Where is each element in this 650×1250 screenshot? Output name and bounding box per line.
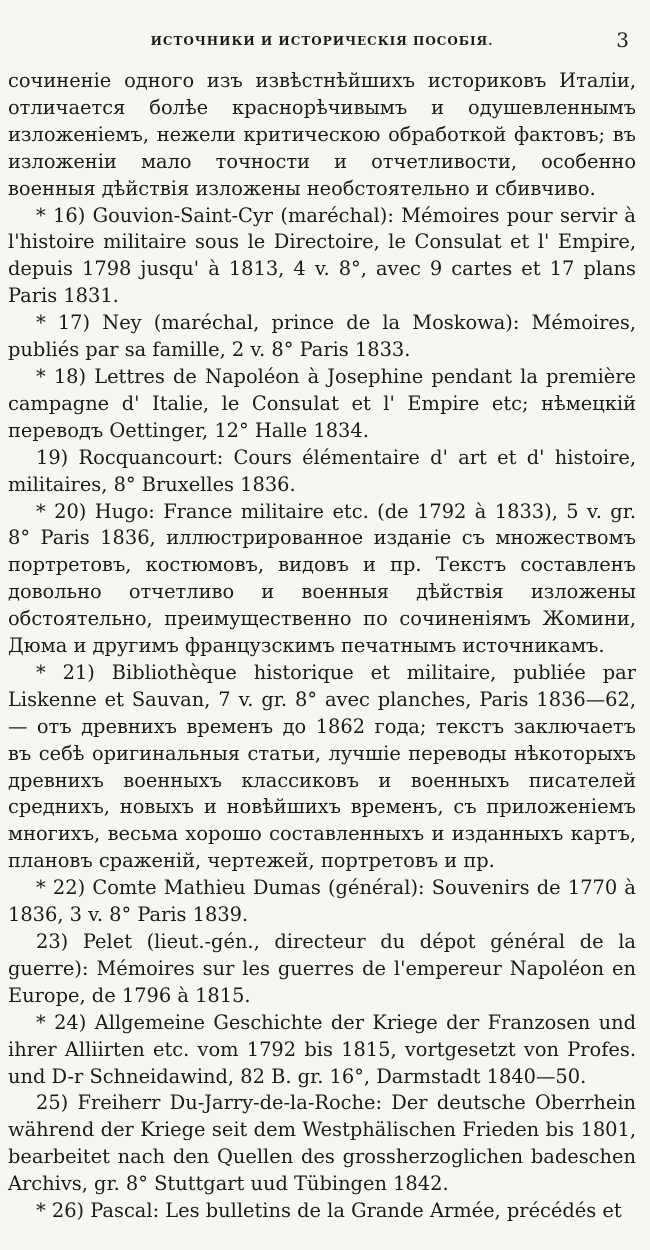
paragraph-continuation: сочиненіе одного изъ извѣстнѣйшихъ историковъ Италіи, отличается болѣе краснорѣчивымъ и одушевленнымъ изложеніемъ, нежели критическою обработкой фактовъ; въ изложеніи мало точности и отчетливости, особенно военныя дѣйствія изложены необстоятельно и сбивчиво. — [8, 69, 636, 200]
running-header — [8, 28, 636, 68]
entry-19: 19) Rocquancourt: Cours élémentaire d' art et d' histoire, militaires, 8° Bruxelles 1836. — [8, 445, 636, 496]
entry-23: 23) Pelet (lieut.-gén., directeur du dépot général de la guerre): Mémoires sur les guerres de l'empereur Napoléon en Europe, de 1796 à 1815. — [8, 930, 636, 1007]
page-number: 3 — [616, 28, 630, 52]
entry-17: * 17) Ney (maréchal, prince de la Moskowa): Mémoires, publiés par sa famille, 2 v. 8° Paris 1833. — [8, 311, 636, 362]
entry-25: 25) Freiherr Du-Jarry-de-la-Roche: Der deutsche Oberrhein während der Kriege seit dem Westphälischen Frieden bis 1801, bearbeitet nach den Quellen des grossherzoglichen badeschen Archivs, gr. 8° Stuttgart uud Tübingen 1842. — [8, 1091, 636, 1196]
running-title: ИСТОЧНИКИ И ИСТОРИЧЕСКІЯ ПОСОБІЯ. — [150, 34, 494, 48]
entry-26: * 26) Pascal: Les bulletins de la Grande Armée, précédés et — [36, 1199, 622, 1223]
entry-24: * 24) Allgemeine Geschichte der Kriege der Franzosen und ihrer Alliirten etc. vom 1792 bis 1815, vortgesetzt von Profes. und D-r Schneidawind, 82 B. gr. 16°, Darmstadt 1840—50. — [8, 1010, 636, 1088]
entry-16: * 16) Gouvion-Saint-Cyr (maréchal): Mémoires pour servir à l'histoire militaire sous le Directoire, le Consulat et l' Empire, depuis 1798 jusqu' à 1813, 4 v. 8°, avec 9 cartes et 17 plans Paris 1831. — [8, 203, 636, 308]
entry-22: * 22) Comte Mathieu Dumas (général): Souvenirs de 1770 à 1836, 3 v. 8° Paris 1839. — [8, 876, 636, 927]
entry-21: * 21) Bibliothèque historique et militaire, publiée par Liskenne et Sauvan, 7 v. gr. 8° avec planches, Paris 1836—62, — отъ древнихъ временъ до 1862 года; текстъ заключаетъ въ себѣ оригинальныя статьи, лучшіе переводы нѣкоторыхъ древнихъ военныхъ классиковъ и военныхъ писателей среднихъ, новыхъ и новѣйшихъ временъ, съ приложеніемъ многихъ, весьма хорошо составленныхъ и изданныхъ картъ, плановъ сраженій, чертежей, портретовъ и пр. — [8, 660, 636, 873]
entry-18: * 18) Lettres de Napoléon à Josephine pendant la première campagne d' Italie, le Consulat et l' Empire etc; нѣмецкій переводъ Oettinger, 12° Halle 1834. — [8, 364, 636, 442]
body-text — [8, 68, 636, 1225]
entry-20: * 20) Hugo: France militaire etc. (de 1792 à 1833), 5 v. gr. 8° Paris 1836, иллюстрированное изданіе съ множествомъ портретовъ, костюмовъ, видовъ и пр. Текстъ составленъ довольно отчетливо и военныя дѣйствія изложены обстоятельно, преимущественно по сочиненіямъ Жомини, Дюма и другимъ французскимъ печатнымъ источникамъ. — [8, 499, 636, 658]
